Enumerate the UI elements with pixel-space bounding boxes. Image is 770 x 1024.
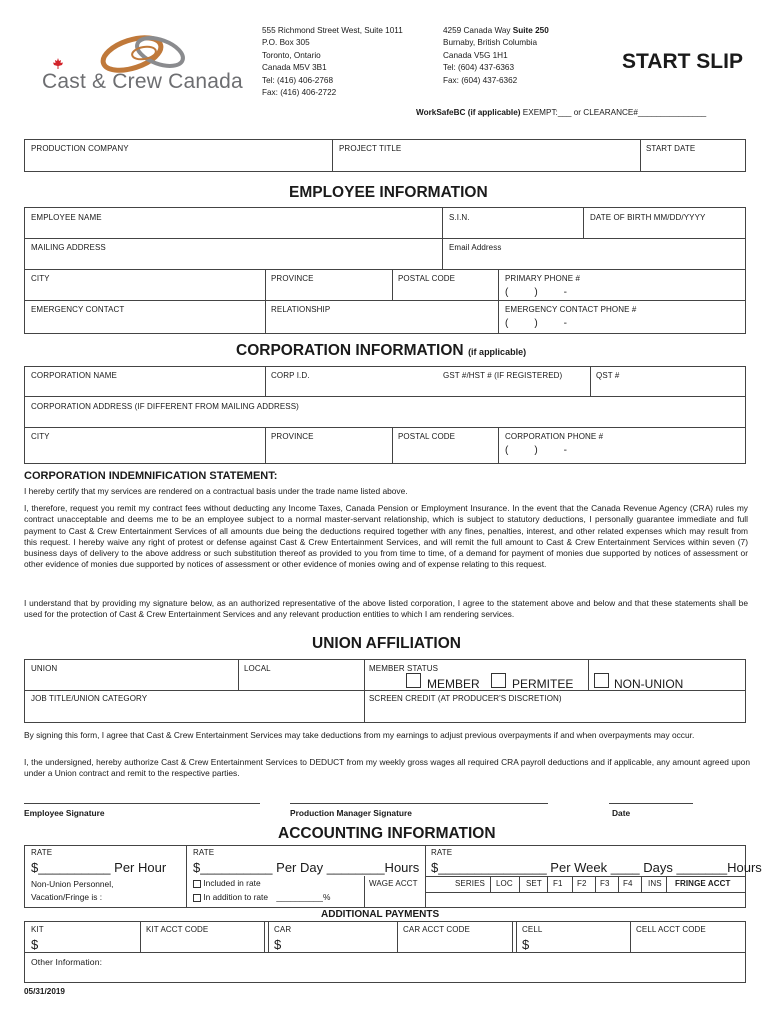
primary-phone-format: ( ) - bbox=[505, 287, 568, 298]
primary-phone-field[interactable]: PRIMARY PHONE # bbox=[505, 274, 581, 283]
indemnification-p1: I hereby certify that my services are rendered on a contractual basis under the trade name listed above. bbox=[24, 486, 408, 496]
member-checkbox[interactable] bbox=[406, 673, 421, 688]
sin-field[interactable]: S.I.N. bbox=[449, 213, 470, 222]
corporation-address-field[interactable]: CORPORATION ADDRESS (IF DIFFERENT FROM MAILING ADDRESS) bbox=[31, 402, 299, 411]
toronto-line: Fax: (416) 406-2722 bbox=[262, 88, 337, 98]
additional-payments-heading: ADDITIONAL PAYMENTS bbox=[321, 909, 440, 920]
revision-date: 05/31/2019 bbox=[24, 987, 65, 996]
daily-rate-field[interactable]: $__________ Per Day ________Hours bbox=[193, 860, 420, 875]
document-title: START SLIP bbox=[622, 50, 743, 73]
non-union-checkbox[interactable] bbox=[594, 673, 609, 688]
indemnification-p2: I, therefore, request you remit my contract fees without deducting any Income Taxes, Canada Pension or Employment Insurance. In the event that the Canada Revenue Agency (CRA) rules my contract unacceptable and deems me to be an employee subject to a normal master-servant relationship, which is subject to statutory deductions, I personally guarantee immediate and full payment to Cast & Crew Entertainment Services of all amounts due being the deductions required together with any fines, penalties, interest, and other related expenses which may result from this request. I hereby waive any right of protest or defense against Cast & Crew Entertainment Services, and will remit the full amount to Cast & Crew Entertainment Services within seven (7) business days of delivery to the above address or such substitution thereof as provided to you from time to time, of a demand for payment of monies due supported by notices of assessment or other evidence of monies due supported by notices of assessment or other evidence of monies owing and of expense relating to this request. bbox=[24, 503, 748, 570]
hourly-rate-field[interactable]: $__________ Per Hour bbox=[31, 860, 167, 875]
cell-acct-code-field[interactable]: CELL ACCT CODE bbox=[636, 925, 706, 934]
overpayment-consent: By signing this form, I agree that Cast & Crew Entertainment Services may take deductions from my earnings to adjust previous overpayments if and when overpayments may occur. bbox=[24, 730, 695, 740]
included-label: Included in rate bbox=[203, 878, 261, 888]
car-field[interactable]: CAR bbox=[274, 925, 292, 934]
worksafe-label: WorkSafeBC (if applicable) bbox=[416, 108, 521, 117]
f1-field[interactable]: F1 bbox=[553, 879, 563, 888]
qst-field[interactable]: QST # bbox=[596, 371, 620, 380]
corporation-phone-format: ( ) - bbox=[505, 445, 568, 456]
corp-id-field[interactable]: CORP I.D. bbox=[271, 371, 310, 380]
toronto-line: P.O. Box 305 bbox=[262, 38, 310, 48]
union-section-heading: UNION AFFILIATION bbox=[312, 635, 461, 652]
f4-field[interactable]: F4 bbox=[623, 879, 633, 888]
union-field[interactable]: UNION bbox=[31, 664, 58, 673]
city-field[interactable]: CITY bbox=[31, 274, 50, 283]
manager-signature-line[interactable] bbox=[290, 803, 548, 804]
in-addition-option[interactable] bbox=[193, 892, 330, 902]
corporation-postal-field[interactable]: POSTAL CODE bbox=[398, 432, 456, 441]
daily-rate-label: RATE bbox=[193, 848, 215, 857]
toronto-line: Toronto, Ontario bbox=[262, 50, 321, 60]
emergency-contact-field[interactable]: EMERGENCY CONTACT bbox=[31, 305, 125, 314]
employee-signature-label: Employee Signature bbox=[24, 808, 105, 818]
worksafe-line bbox=[416, 108, 706, 117]
logo-text: Cast & Crew Canada bbox=[42, 70, 243, 93]
set-field[interactable]: SET bbox=[526, 879, 542, 888]
hourly-rate-label: RATE bbox=[31, 848, 53, 857]
signature-date-label: Date bbox=[612, 808, 631, 818]
project-title-field[interactable]: PROJECT TITLE bbox=[339, 144, 402, 153]
toronto-line: Canada M5V 3B1 bbox=[262, 63, 327, 73]
fringe-acct-field[interactable]: FRINGE ACCT bbox=[675, 879, 731, 888]
gst-hst-field[interactable]: GST #/HST # (IF REGISTERED) bbox=[443, 371, 563, 380]
postal-code-field[interactable]: POSTAL CODE bbox=[398, 274, 456, 283]
employee-name-field[interactable]: EMPLOYEE NAME bbox=[31, 213, 102, 222]
company-logo bbox=[40, 28, 243, 98]
indemnification-heading: CORPORATION INDEMNIFICATION STATEMENT: bbox=[24, 470, 278, 482]
corporation-phone-field[interactable]: CORPORATION PHONE # bbox=[505, 432, 604, 441]
employee-grid bbox=[24, 207, 746, 334]
member-label: MEMBER bbox=[427, 677, 480, 691]
ins-field[interactable]: INS bbox=[648, 879, 662, 888]
burnaby-line: Tel: (604) 437-6363 bbox=[443, 63, 515, 73]
email-field[interactable]: Email Address bbox=[449, 243, 502, 252]
in-addition-label: In addition to rate bbox=[203, 892, 269, 902]
kit-acct-code-field[interactable]: KIT ACCT CODE bbox=[146, 925, 209, 934]
employee-section-heading: EMPLOYEE INFORMATION bbox=[289, 184, 488, 201]
corporation-grid bbox=[24, 366, 746, 464]
corporation-province-field[interactable]: PROVINCE bbox=[271, 432, 314, 441]
in-addition-percent[interactable]: __________% bbox=[276, 892, 331, 902]
corporation-heading-sub: (if applicable) bbox=[468, 347, 527, 357]
weekly-rate-field[interactable]: $_______________ Per Week ____ Days _______Hours bbox=[431, 860, 762, 875]
toronto-address bbox=[262, 25, 442, 99]
car-dollar: $ bbox=[274, 937, 282, 952]
included-in-rate-option[interactable] bbox=[193, 878, 261, 888]
relationship-field[interactable]: RELATIONSHIP bbox=[271, 305, 331, 314]
nonunion-note-line1: Non-Union Personnel, bbox=[31, 879, 114, 889]
deduction-authorization: I, the undersigned, hereby authorize Cast & Crew Entertainment Services to DEDUCT from my weekly gross wages all required CRA payroll deductions and if applicable, any amount agreed upon under a Union contract and remit to the respective parties. bbox=[24, 757, 750, 779]
member-status-label: MEMBER STATUS bbox=[369, 664, 439, 673]
weekly-rate-label: RATE bbox=[431, 848, 453, 857]
corporation-name-field[interactable]: CORPORATION NAME bbox=[31, 371, 117, 380]
manager-signature-label: Production Manager Signature bbox=[290, 808, 412, 818]
job-title-field[interactable]: JOB TITLE/UNION CATEGORY bbox=[31, 694, 148, 703]
kit-field[interactable]: KIT bbox=[31, 925, 44, 934]
loc-field[interactable]: LOC bbox=[496, 879, 513, 888]
car-acct-code-field[interactable]: CAR ACCT CODE bbox=[403, 925, 470, 934]
province-field[interactable]: PROVINCE bbox=[271, 274, 314, 283]
employee-signature-line[interactable] bbox=[24, 803, 260, 804]
other-information-field[interactable]: Other Information: bbox=[31, 957, 103, 967]
toronto-line: 555 Richmond Street West, Suite 1011 bbox=[262, 26, 403, 35]
series-field[interactable]: SERIES bbox=[455, 879, 485, 888]
permitee-checkbox[interactable] bbox=[491, 673, 506, 688]
dob-field[interactable]: DATE OF BIRTH MM/DD/YYYY bbox=[590, 213, 706, 222]
burnaby-line: Burnaby, British Columbia bbox=[443, 38, 538, 48]
mailing-address-field[interactable]: MAILING ADDRESS bbox=[31, 243, 106, 252]
f3-field[interactable]: F3 bbox=[600, 879, 610, 888]
start-date-field[interactable]: START DATE bbox=[646, 144, 696, 153]
local-field[interactable]: LOCAL bbox=[244, 664, 271, 673]
maple-leaf-icon bbox=[52, 58, 64, 70]
toronto-line: Tel: (416) 406-2768 bbox=[262, 75, 334, 85]
burnaby-address bbox=[443, 25, 593, 87]
screen-credit-field[interactable]: SCREEN CREDIT (AT PRODUCER'S DISCRETION) bbox=[369, 694, 562, 703]
emergency-phone-format: ( ) - bbox=[505, 318, 568, 329]
corporation-city-field[interactable]: CITY bbox=[31, 432, 50, 441]
cell-dollar: $ bbox=[522, 937, 530, 952]
accounting-section-heading: ACCOUNTING INFORMATION bbox=[278, 825, 496, 842]
nonunion-note-line2: Vacation/Fringe is : bbox=[31, 892, 103, 902]
burnaby-line: 4259 Canada Way Suite 250 bbox=[443, 26, 549, 35]
cell-field[interactable]: CELL bbox=[522, 925, 543, 934]
permitee-label: PERMITEE bbox=[512, 677, 574, 691]
signature-date-line[interactable] bbox=[609, 803, 693, 804]
burnaby-line: Fax: (604) 437-6362 bbox=[443, 75, 518, 85]
kit-dollar: $ bbox=[31, 937, 39, 952]
corporation-heading-text: CORPORATION INFORMATION bbox=[236, 342, 464, 359]
burnaby-line: Canada V5G 1H1 bbox=[443, 50, 508, 60]
in-addition-checkbox[interactable] bbox=[193, 894, 201, 902]
corporation-section-heading bbox=[236, 342, 526, 360]
production-company-field[interactable]: PRODUCTION COMPANY bbox=[31, 144, 129, 153]
non-union-label: NON-UNION bbox=[614, 677, 684, 691]
indemnification-p3: I understand that by providing my signature below, as an authorized representative of the above listed corporation, I agree to the statement above and below and that these statements shall be used for the protection of Cast & Crew Entertainment Services and any relevant production entities to which I am rendering services. bbox=[24, 598, 748, 620]
wage-acct-field[interactable]: WAGE ACCT bbox=[369, 879, 418, 888]
included-checkbox[interactable] bbox=[193, 880, 201, 888]
worksafe-exempt: EXEMPT:___ or CLEARANCE#_______________ bbox=[522, 108, 707, 117]
emergency-phone-field[interactable]: EMERGENCY CONTACT PHONE # bbox=[505, 305, 637, 314]
f2-field[interactable]: F2 bbox=[577, 879, 587, 888]
